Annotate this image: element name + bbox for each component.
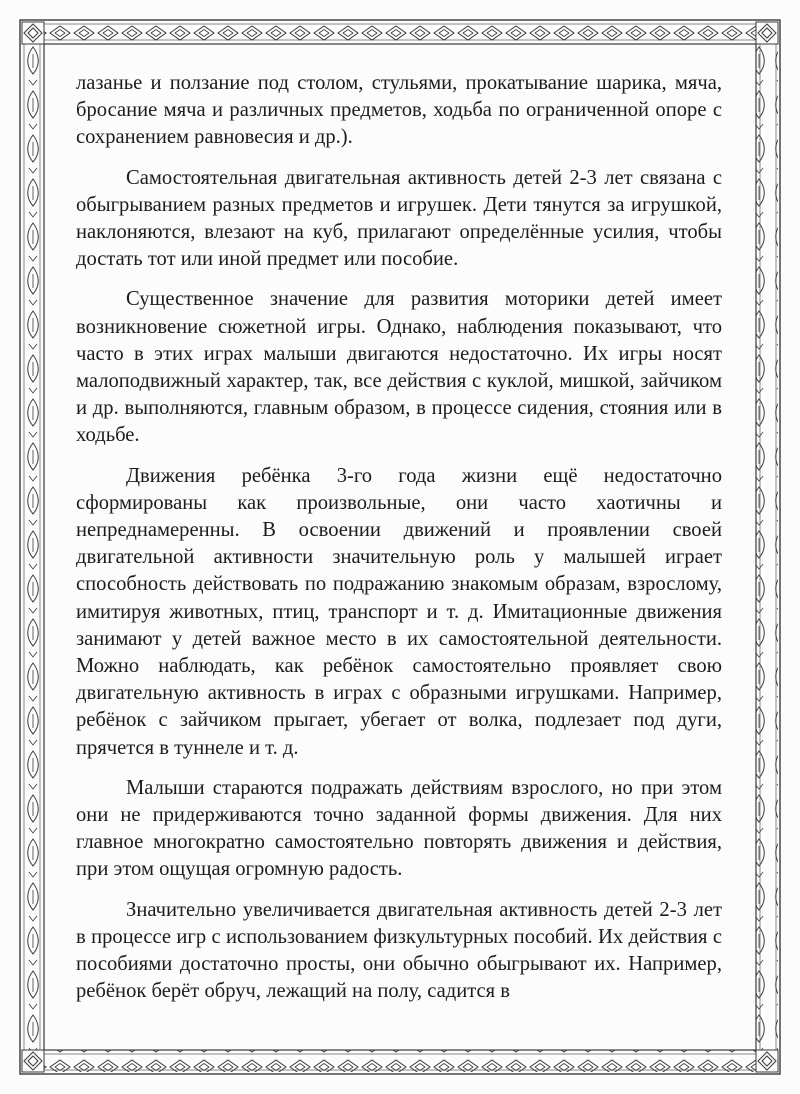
corner-ornament-top-right	[756, 22, 778, 44]
corner-ornament-bottom-left	[22, 1050, 44, 1072]
paragraph-3: Существенное значение для развития моторики детей имеет возникновение сюжетной игры. Однако, наблюдения показывают, что часто в этих играх малыши двигаются недостаточно. Их игры носят малоподвижный характер, так, все действия с куклой, мишкой, зайчиком и др. выполняются, главным образом, в процессе сидения, стояния или в ходьбе.	[76, 288, 722, 447]
paragraph-6: Значительно увеличивается двигательная активность детей 2-3 лет в процессе игр с использованием физкультурных пособий. Их действия с пособиями достаточно просты, они обычно обыгрывают их. Например, ребёнок берёт обруч, лежащий на полу, садится в	[76, 898, 722, 1003]
document-body	[76, 70, 722, 1019]
paragraph-1: лазанье и ползание под столом, стульями, прокатывание шарика, мяча, бросание мяча и различных предметов, ходьба по ограниченной опоре с сохранением равновесия и др.).	[76, 72, 722, 149]
paragraph-2: Самостоятельная двигательная активность детей 2-3 лет связана с обыгрыванием разных предметов и игрушек. Дети тянутся за игрушкой, наклоняются, влезают на куб, прилагают определённые усилия, чтобы достать тот или иной предмет или пособие.	[76, 166, 722, 271]
corner-ornament-bottom-right	[756, 1050, 778, 1072]
paragraph-4: Движения ребёнка 3-го года жизни ещё недостаточно сформированы как произвольные, они часто хаотичны и непреднамеренны. В освоении движений и проявлении своей двигательной активности значительную роль у малышей играет способность действовать по подражанию знакомым образам, взрослому, имитируя животных, птиц, транспорт и т. д. Имитационные движения занимают у детей важное место в их самостоятельной деятельности. Можно наблюдать, как ребёнок самостоятельно проявляет свою двигательную активность в играх с образными игрушками. Например, ребёнок с зайчиком прыгает, убегает от волка, подлезает под дуги, прячется в туннеле и т. д.	[76, 464, 722, 759]
paragraph-5: Малыши стараются подражать действиям взрослого, но при этом они не придерживаются точно заданной формы движения. Для них главное многократно самостоятельно повторять движения и действия, при этом ощущая огромную радость.	[76, 776, 722, 881]
corner-ornament-top-left	[22, 22, 44, 44]
